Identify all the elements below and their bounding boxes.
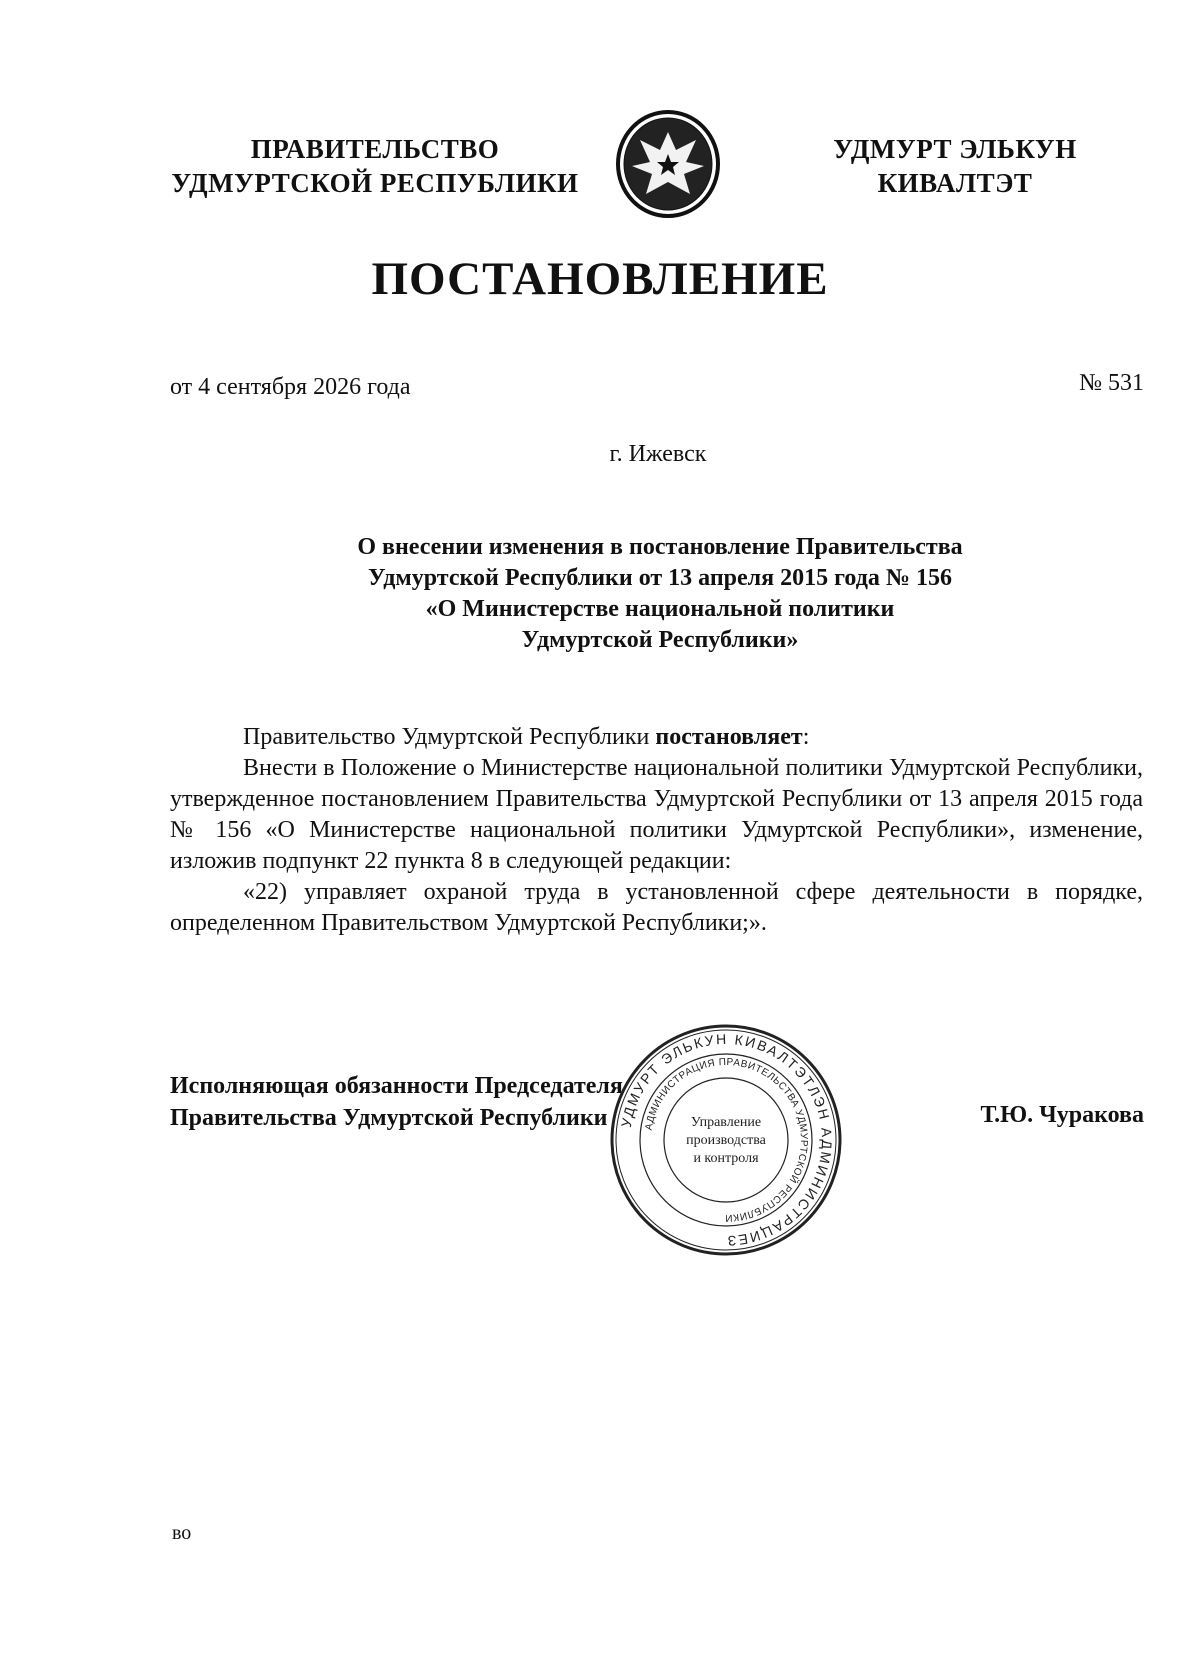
title-line: «О Министерстве национальной политики [425, 596, 895, 622]
udmurt-coat-of-arms-icon [614, 110, 722, 218]
document-title [250, 532, 1070, 656]
seal-center-line1: Управление [690, 1115, 762, 1130]
issuer-udm-line2: КИВАЛТЭТ [877, 168, 1033, 198]
document-type: ПОСТАНОВЛЕНИЕ [371, 253, 829, 305]
preamble-decree-word: постановляет [655, 724, 803, 750]
preamble-colon: : [802, 724, 810, 750]
preamble-text: Правительство Удмуртской Республики [243, 724, 656, 750]
issuer-name-udmurt [810, 132, 1100, 200]
seal-center-line2: производства [686, 1133, 766, 1148]
footer-executor-code: во [172, 1522, 192, 1544]
signatory-position-line1: Исполняющая обязанности Председателя [170, 1073, 623, 1099]
issuer-ru-line2: УДМУРТСКОЙ РЕСПУБЛИКИ [171, 168, 579, 198]
document-number: № 531 [1079, 370, 1144, 396]
document-date: от 4 сентября 2026 года [170, 374, 411, 400]
body-paragraph-preamble [170, 722, 1143, 753]
issuer-udm-line1: УДМУРТ ЭЛЬКУН [833, 134, 1077, 164]
title-line: Удмуртской Республики» [521, 627, 799, 653]
issuer-name-russian [160, 132, 590, 200]
title-line: Удмуртской Республики от 13 апреля 2015 года № 156 [367, 565, 952, 591]
document-body [170, 722, 1143, 939]
document-city: г. Ижевск [609, 441, 707, 467]
title-line: О внесении изменения в постановление Правительства [357, 534, 963, 560]
seal-center-line3: и контроля [693, 1151, 759, 1166]
signatory-name: Т.Ю. Чуракова [980, 1102, 1144, 1128]
official-seal-stamp [608, 1022, 844, 1258]
signatory-position-line2: Правительства Удмуртской Республики [170, 1105, 608, 1131]
body-paragraph-amendment: Внести в Положение о Министерстве национальной политики Удмуртской Республики, утвержденное постановлением Правительства Удмуртской Республики от 13 апреля 2015 года № 156 «О Министерстве национальной политики Удмуртской Республики», изменение, изложив подпункт 22 пункта 8 в следующей редакции: [170, 755, 1143, 874]
body-paragraph-new-wording: «22) управляет охраной труда в установленной сфере деятельности в порядке, определенном Правительством Удмуртской Республики;». [170, 879, 1143, 936]
issuer-ru-line1: ПРАВИТЕЛЬСТВО [250, 134, 500, 164]
seal-inner-text: АДМИНИСТРАЦИЯ ПРАВИТЕЛЬСТВА УДМУРТСКОЙ РЕСПУБЛИКИ [643, 1056, 810, 1224]
seal-outer-text: УДМУРТ ЭЛЬКУН КИВАЛТЭТЛЭН АДМИНИСТРАЦИЕЗ [617, 1030, 836, 1250]
